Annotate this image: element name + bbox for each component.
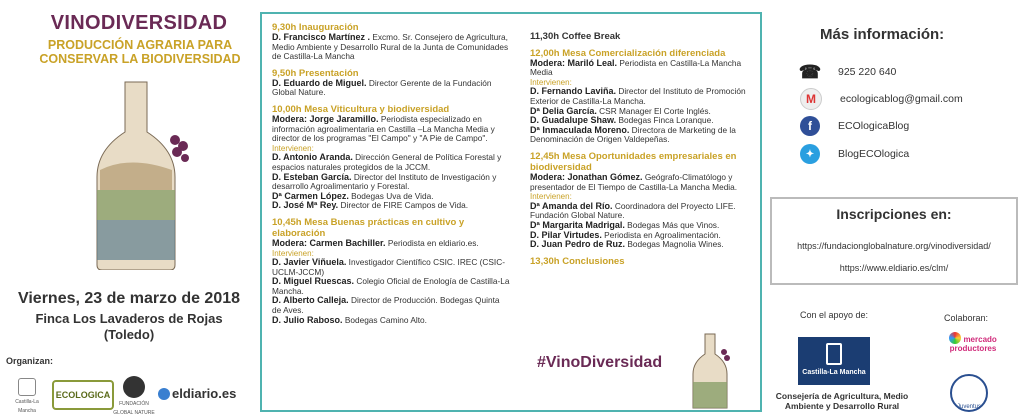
speaker-name: D. Fernando Laviña. — [530, 86, 617, 97]
speaker-role: Director del Instituto de Investigación y desarrollo Agroalimentario y Forestal. — [272, 171, 497, 192]
speaker-role: Directora de Marketing de la Denominación de Origen Valdepeñas. — [530, 124, 736, 145]
coat-of-arms-icon — [826, 343, 842, 365]
speaker-name: D. Miguel Ruescas. — [272, 276, 355, 287]
speaker-entry — [272, 239, 510, 249]
session-heading: 10,00h Mesa Viticultura y biodiversidad — [272, 103, 450, 115]
speaker-name: D. Julio Raboso. — [272, 314, 343, 325]
speaker-name: D. Esteban García. — [272, 171, 352, 182]
speaker-role: Bodegas Camino Alto. — [342, 314, 427, 325]
twitter-icon: ✦ — [800, 144, 820, 164]
small-bottle-icon — [690, 332, 730, 412]
speaker-entry — [530, 59, 746, 78]
speaker-entry — [272, 201, 510, 211]
contact-facebook[interactable] — [800, 116, 909, 136]
email-value: ecologicablog@gmail.com — [840, 93, 963, 105]
support-label: Con el apoyo de: — [800, 310, 869, 320]
speaker-role: Periodista en eldiario.es. — [385, 237, 479, 248]
speaker-role: Excmo. Sr. Consejero de Agricultura, Medio Ambiente y Desarrollo Rural de la Junta de Comunidades de Castilla-La Mancha — [272, 32, 509, 62]
speaker-name: Dª Margarita Madrigal. — [530, 219, 625, 230]
inscription-link-2[interactable]: https://www.eldiario.es/clm/ — [839, 263, 949, 273]
event-venue: Finca Los Lavaderos de Rojas — [35, 311, 223, 326]
speaker-name: D. Pilar Virtudes. — [530, 229, 602, 240]
session-heading: 12,00h Mesa Comercialización diferenciada — [530, 47, 726, 59]
speaker-entry — [530, 202, 746, 221]
speaker-name: Modera: Jorge Jaramillo. — [272, 113, 379, 124]
speaker-entry — [272, 277, 510, 296]
speaker-name: Modera: Jonathan Gómez. — [530, 171, 643, 182]
session-heading: 9,50h Presentación — [272, 67, 359, 79]
speaker-name: Dª Amanda del Río. — [530, 200, 613, 211]
mercado-productores-logo: mercado productores — [940, 332, 1006, 362]
speaker-entry — [272, 79, 510, 98]
page-title: VINODIVERSIDAD — [50, 12, 228, 34]
speaker-name: Modera: Mariló Leal. — [530, 57, 618, 68]
programme-column-2 — [530, 32, 746, 267]
event-date: Viernes, 23 de marzo de 2018 — [17, 290, 241, 307]
wine-bottle-illustration — [80, 80, 200, 270]
speaker-role: Investigador Científico CSIC. IREC (CSIC-UCLM-JCCM) — [272, 257, 505, 277]
speaker-name: D. Francisco Martínez . — [272, 32, 371, 42]
phone-value: 925 220 640 — [838, 66, 897, 78]
speaker-name: Dª Delia García. — [530, 105, 597, 116]
contact-twitter[interactable] — [800, 144, 909, 164]
speaker-entry — [530, 173, 746, 192]
inscriptions-title: Inscripciones en: — [836, 206, 952, 222]
collab-label: Colaboran: — [944, 313, 989, 323]
speaker-role: Periodista especializado en información agroalimentaria en Castilla –La Mancha Media y director de los programas "El Campo" y "A Pie de Campo". — [272, 113, 495, 144]
programme-box — [260, 12, 762, 412]
speaker-role: Coordinadora del Proyecto LIFE. Fundación Global Nature. — [530, 200, 736, 221]
speaker-role: Director del Instituto de Promoción Exterior de Castilla-La Mancha. — [530, 86, 746, 106]
speaker-role: Geógrafo-Climatólogo y presentador de El Tiempo de Castilla-La Mancha Media. — [530, 171, 738, 192]
event-place: (Toledo) — [103, 327, 155, 342]
speaker-name: D. Guadalupe Shaw. — [530, 115, 617, 126]
twitter-value: BlogECOlogica — [838, 148, 910, 160]
speaker-name: D. Juan Pedro de Ruz. — [530, 239, 626, 250]
session-heading: 10,45h Mesa Buenas prácticas en cultivo y elaboración — [272, 216, 465, 239]
juventus-logo: Juventus — [950, 374, 988, 412]
speaker-role: CSR Manager El Corte Inglés. — [596, 105, 711, 116]
session-heading: 13,30h Conclusiones — [530, 255, 625, 267]
speaker-entry — [272, 296, 510, 315]
organizers-label: Organizan: — [6, 356, 54, 366]
speaker-entry — [272, 33, 510, 62]
consejeria-text: Consejería de Agricultura, Medio Ambiente y Desarrollo Rural — [775, 391, 909, 411]
info-title: Más información: — [820, 26, 945, 43]
speaker-role: Bodegas Magnolia Wines. — [625, 239, 724, 250]
programme-column-1 — [272, 22, 510, 325]
phone-icon: ☎ — [798, 61, 822, 82]
speakers-label: Intervienen: — [272, 248, 314, 258]
organizer-logo-eldiario: eldiario.es — [158, 386, 236, 401]
speaker-entry — [272, 115, 510, 144]
eldiario-icon — [158, 388, 170, 400]
speaker-entry — [530, 240, 746, 250]
speaker-entry — [272, 153, 510, 172]
speaker-name: Modera: Carmen Bachiller. — [272, 237, 386, 248]
subtitle — [22, 38, 258, 66]
speaker-entry — [272, 316, 510, 326]
speaker-role: Dirección General de Política Forestal y espacios naturales protegidos de la JCCM. — [272, 152, 502, 172]
hashtag: #VinoDiversidad — [537, 354, 663, 371]
speaker-name: D. Javier Viñuela. — [272, 257, 347, 268]
speaker-name: D. José Mª Rey. — [272, 200, 339, 211]
speaker-role: Bodegas Uva de Vida. — [348, 190, 434, 201]
speaker-entry — [272, 173, 510, 192]
speaker-entry — [530, 87, 746, 106]
contact-email[interactable] — [800, 89, 963, 109]
speaker-role: Director de FIRE Campos de Vida. — [338, 200, 469, 211]
speaker-name: D. Antonio Aranda. — [272, 152, 353, 163]
speakers-label: Intervienen: — [272, 143, 314, 153]
speaker-role: Bodegas Más que Vinos. — [624, 219, 720, 230]
speaker-name: Dª Inmaculada Moreno. — [530, 124, 630, 135]
castilla-la-mancha-logo: Castilla-La Mancha — [798, 337, 870, 385]
speakers-label: Intervienen: — [530, 192, 572, 202]
organizer-logo-castilla: Castilla-La Mancha — [6, 378, 48, 414]
inscription-link-1[interactable]: https://fundacionglobalnature.org/vinodiversidad/ — [797, 241, 991, 251]
speaker-role: Periodista en Castilla-La Mancha Media — [530, 57, 742, 78]
speaker-name: D. Alberto Calleja. — [272, 295, 349, 306]
contact-phone[interactable] — [800, 62, 896, 82]
organizer-logo-ecologica: ECOLOGICA — [52, 380, 114, 410]
session-heading: 9,30h Inauguración — [272, 22, 359, 33]
mail-icon: M — [800, 88, 822, 110]
speaker-name: Dª Carmen López. — [272, 190, 349, 201]
speaker-entry — [530, 126, 746, 145]
organizer-logo-global-nature: FUNDACIÓN GLOBAL NATURE — [112, 376, 156, 416]
speaker-name: D. Eduardo de Miguel. — [272, 77, 367, 88]
facebook-icon: f — [800, 116, 820, 136]
speaker-role: Director Gerente de la Fundación Global Nature. — [272, 77, 492, 98]
speaker-role: Colegio Oficial de Enología de Castilla-La Mancha. — [272, 276, 510, 296]
speaker-entry — [272, 258, 510, 277]
flower-icon — [949, 332, 961, 344]
session-heading: 12,45h Mesa Oportunidades empresariales en biodiversidad — [530, 150, 737, 173]
subtitle-line-1: PRODUCCIÓN AGRARIA PARA — [47, 38, 233, 52]
subtitle-line-2: CONSERVAR LA BIODIVERSIDAD — [39, 52, 241, 66]
speakers-label: Intervienen: — [530, 77, 572, 87]
coffee-break: 11,30h Coffee Break — [530, 31, 621, 42]
facebook-value: ECOlogicaBlog — [838, 120, 910, 132]
speaker-role: Bodegas Finca Loranque. — [616, 115, 714, 126]
speaker-role: Periodista en Agroalimentación. — [601, 229, 721, 240]
speaker-role: Director de Producción. Bodegas Quinta de Aves. — [272, 295, 500, 316]
